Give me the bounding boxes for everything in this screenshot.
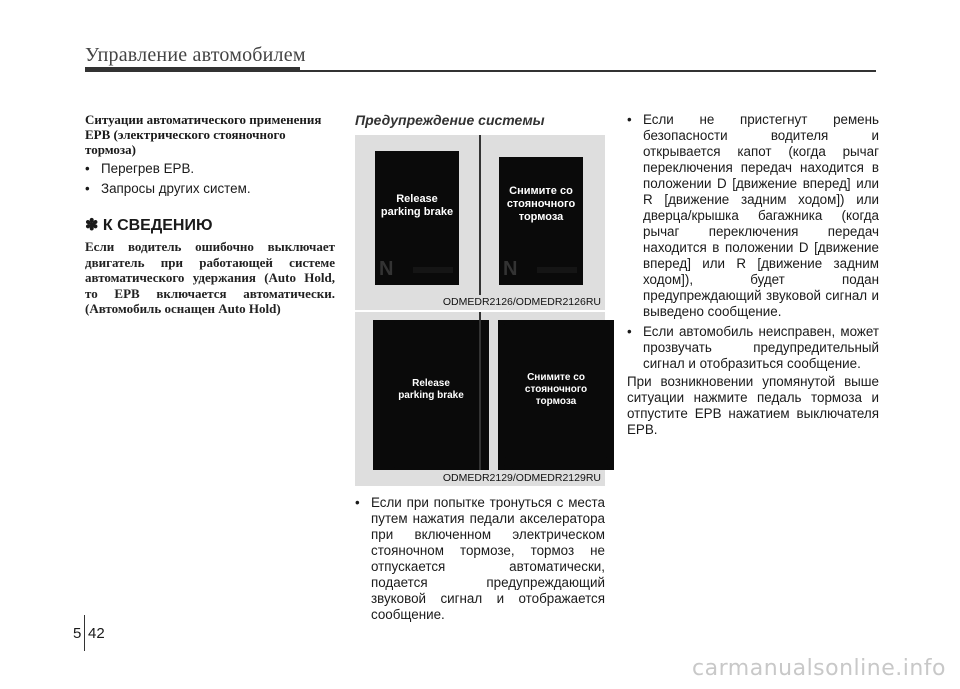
instruction-paragraph: При возникновении упомянутой выше ситуации нажмите педаль тормоза и отпустите EPB нажатием выключателя EPB. (627, 374, 879, 437)
bullet-item (627, 112, 879, 320)
column-middle (355, 112, 605, 136)
bullet-dot: • (627, 324, 632, 339)
column-middle-text (355, 495, 605, 623)
info-strip (537, 267, 577, 273)
bullet-dot: • (355, 495, 360, 510)
gear-indicator: N (379, 258, 394, 280)
section-title: Предупреждение системы (355, 112, 545, 128)
header-rule-thin (300, 70, 876, 72)
column-right (627, 112, 879, 438)
bullet-dot: • (85, 161, 90, 176)
display-message: Release parking brake (398, 378, 464, 401)
bullet-text: Запросы других систем. (101, 181, 251, 196)
page-number-divider (84, 615, 85, 651)
figure-caption: ODMEDR2126/ODMEDR2126RU (442, 296, 601, 308)
cluster-display-english (373, 320, 489, 470)
bullet-item (627, 324, 879, 372)
watermark: carmanualsonline.info (692, 656, 946, 681)
auto-apply-heading: Ситуации автоматического применения EPB (электрического стояночного тормоза) (85, 112, 322, 157)
figure-divider (479, 312, 481, 470)
bullet-dot: • (627, 112, 632, 127)
asterisk-icon: ✽ (85, 217, 99, 234)
bullet-text: Если не пристегнут ремень безопасности водителя и открывается капот (когда рычаг переключения передач находится в положении D [движение вперед] или R [движение задним ходом]) или дверца/крышка багажника (когда рычаг переключения передач находится в положении D [движение вперед] или R [движение задним ходом]), будет подан предупреждающий звуковой сигнал и выведено сообщение. (643, 112, 879, 319)
bullet-text: Если автомобиль неисправен, может прозвучать предупредительный сигнал и отобразиться сообщение. (643, 324, 879, 371)
display-message: Снимите со стояночного тормоза (524, 372, 588, 407)
figure-divider (479, 135, 481, 295)
bullet-text: Если при попытке тронуться с места путем нажатия педали акселератора при включенном электрическом стояночном тормозе, тормоз не отпускается автоматически, подается предупреждающий звуковой сигнал и отображается сообщение. (371, 495, 605, 622)
info-strip (413, 267, 453, 273)
chapter-number: 5 (73, 625, 82, 642)
figure-caption: ODMEDR2129/ODMEDR2129RU (442, 472, 601, 484)
bullet-dot: • (85, 181, 90, 196)
header-rule-thick (85, 67, 300, 72)
display-message: Release parking brake (380, 193, 454, 218)
bullet-item (85, 181, 335, 197)
caution-title: К СВЕДЕНИЮ (102, 217, 213, 234)
column-left (85, 112, 335, 317)
gear-indicator: N (503, 258, 518, 280)
cluster-display-russian (499, 157, 583, 285)
display-message: Снимите со стояночного тормоза (506, 185, 576, 223)
page-number: 42 (88, 625, 105, 642)
cluster-display-english (375, 151, 459, 285)
cluster-display-russian (498, 320, 614, 470)
page-header-title: Управление автомобилем (85, 44, 306, 66)
bullet-text: Перегрев EPB. (101, 161, 195, 176)
bullet-item (355, 495, 605, 623)
caution-heading (85, 217, 335, 235)
figure-cluster-shaped (355, 312, 605, 486)
bullet-item (85, 161, 335, 177)
caution-text: Если водитель ошибочно выключает двигатель при работающей системе автоматического удержания (Auto Hold, то EPB включается автоматически. (Автомобиль оснащен Auto Hold) (85, 239, 335, 316)
figure-cluster-rect (355, 135, 605, 310)
